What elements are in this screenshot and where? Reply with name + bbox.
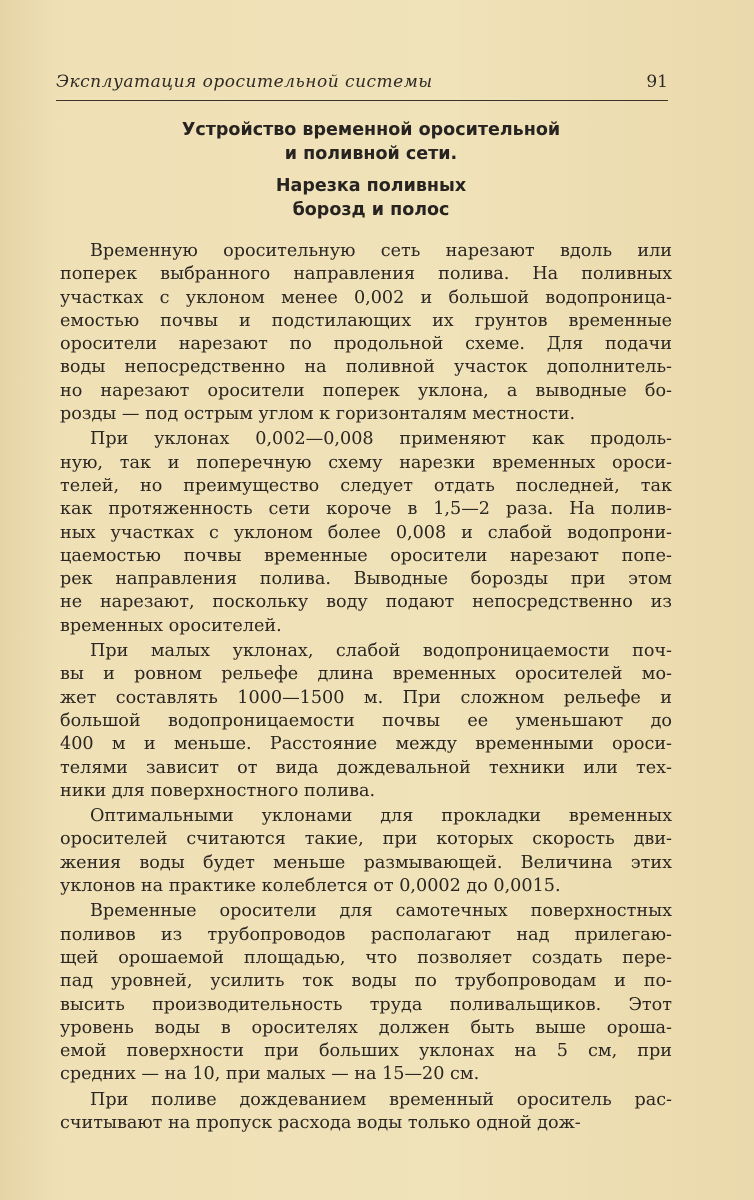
text-line: емостью почвы и подстилающих их грунтов временные bbox=[60, 310, 672, 331]
text-line: При поливе дождеванием временный ороситель рас- bbox=[90, 1089, 672, 1110]
text-line: воды непосредственно на поливной участок дополнитель- bbox=[60, 357, 672, 378]
text-line: уровень воды в оросителях должен быть выше ороша- bbox=[60, 1017, 672, 1038]
text-line: временных оросителей. bbox=[60, 615, 282, 636]
text-line: вы и ровном рельефе длина временных оросителей мо- bbox=[60, 664, 672, 685]
body-text bbox=[60, 240, 672, 1137]
text-line: телями зависит от вида дождевальной техники или тех- bbox=[60, 757, 672, 778]
paragraph bbox=[60, 640, 672, 803]
section-title-line: Устройство временной оросительной bbox=[181, 120, 561, 140]
text-line: розды — под острым углом к горизонталям местности. bbox=[60, 404, 576, 425]
paragraph bbox=[60, 240, 672, 426]
text-line: считывают на пропуск расхода воды только одной дож- bbox=[60, 1112, 581, 1133]
text-line: средних — на 10, при малых — на 15—20 см. bbox=[60, 1064, 480, 1085]
paragraph bbox=[60, 1089, 672, 1136]
text-line: жет составлять 1000—1500 м. При сложном рельефе и bbox=[60, 687, 672, 708]
text-line: При уклонах 0,002—0,008 применяют как продоль- bbox=[90, 429, 672, 450]
text-line: Оптимальными уклонами для прокладки временных bbox=[90, 806, 672, 827]
text-line: ники для поверхностного полива. bbox=[60, 780, 376, 801]
subsection-title-line: борозд и полос bbox=[292, 200, 450, 220]
text-line: ную, так и поперечную схему нарезки временных ороси- bbox=[60, 452, 672, 473]
running-title: Эксплуатация оросительной системы bbox=[56, 72, 433, 92]
page-number: 91 bbox=[646, 72, 668, 92]
text-line: участках с уклоном менее 0,002 и большой водопроница- bbox=[60, 287, 672, 308]
paragraph bbox=[60, 805, 672, 898]
text-line: Временные оросители для самотечных поверхностных bbox=[90, 901, 672, 922]
text-line: телей, но преимущество следует отдать последней, так bbox=[60, 475, 672, 496]
text-line: пад уровней, усилить ток воды по трубопроводам и по- bbox=[60, 971, 672, 992]
text-line: жения воды будет меньше размывающей. Величина этих bbox=[60, 852, 672, 873]
section-headings bbox=[60, 118, 682, 222]
text-line: 400 м и меньше. Расстояние между временными ороси- bbox=[60, 734, 672, 755]
paragraph bbox=[60, 900, 672, 1086]
text-line: высить производительность труда поливальщиков. Этот bbox=[60, 994, 672, 1015]
text-line: не нарезают, поскольку воду подают непосредственно из bbox=[60, 592, 672, 613]
section-title-line: и поливной сети. bbox=[284, 144, 458, 164]
text-line: При малых уклонах, слабой водопроницаемости поч- bbox=[90, 641, 672, 662]
text-line: уклонов на практике колеблется от 0,0002 до 0,0015. bbox=[60, 876, 561, 897]
text-line: оросителей считаются такие, при которых скорость дви- bbox=[60, 829, 672, 850]
text-line: ных участках с уклоном более 0,008 и слабой водопрони- bbox=[60, 522, 672, 543]
text-line: рек направления полива. Выводные борозды при этом bbox=[60, 569, 672, 590]
text-line: поперек выбранного направления полива. На поливных bbox=[60, 264, 672, 285]
text-line: как протяженность сети короче в 1,5—2 раза. На полив- bbox=[60, 499, 672, 520]
text-line: но нарезают оросители поперек уклона, а выводные бо- bbox=[60, 380, 672, 401]
text-line: Временную оросительную сеть нарезают вдоль или bbox=[90, 241, 672, 261]
text-line: щей орошаемой площадью, что позволяет создать пере- bbox=[60, 947, 672, 968]
text-line: цаемостью почвы временные оросители нарезают попе- bbox=[60, 545, 672, 566]
paragraph bbox=[60, 428, 672, 638]
text-line: оросители нарезают по продольной схеме. Для подачи bbox=[60, 334, 672, 355]
text-line: поливов из трубопроводов располагают над прилегаю- bbox=[60, 924, 672, 945]
text-line: большой водопроницаемости почвы ее уменьшают до bbox=[60, 710, 672, 731]
running-header bbox=[56, 72, 668, 101]
text-line: емой поверхности при больших уклонах на 5 см, при bbox=[60, 1041, 672, 1062]
subsection-title-line: Нарезка поливных bbox=[275, 176, 467, 196]
